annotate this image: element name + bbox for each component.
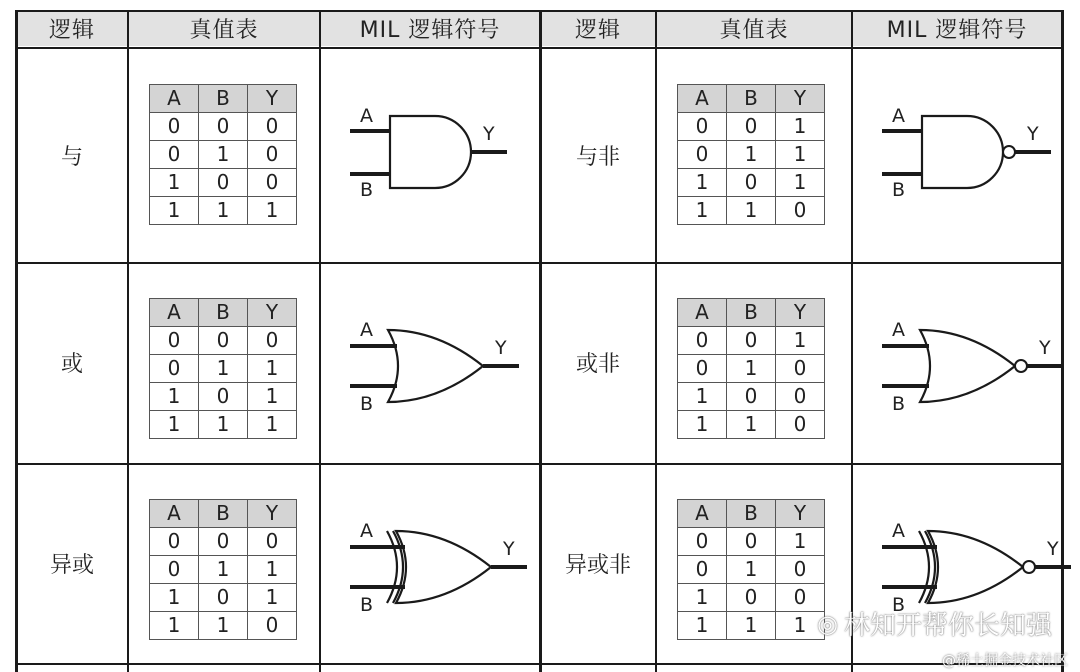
nand-gate-symbol	[882, 96, 1072, 206]
logic-name: 异或	[49, 552, 94, 578]
truth-table-cell: 0	[248, 612, 297, 640]
truth-table-cell: 0	[150, 327, 199, 355]
truth-table-header-cell: Y	[248, 85, 297, 113]
truth-table	[677, 499, 825, 640]
truth-table-header-cell: B	[727, 500, 776, 528]
truth-table-cell: 0	[248, 528, 297, 556]
truth-table-header-cell: A	[678, 500, 727, 528]
column-header: MIL 逻辑符号	[852, 10, 1062, 46]
and-gate-symbol	[350, 96, 540, 206]
label-a: A	[360, 105, 373, 127]
truth-table-cell: 1	[199, 355, 248, 383]
grid-hline	[16, 463, 1062, 465]
truth-table-row	[150, 383, 297, 411]
nor-gate-symbol	[882, 310, 1072, 420]
watermark-footer: @稀土掘金技术社区	[942, 653, 1068, 669]
and-gate	[350, 96, 540, 210]
grid-vline	[851, 10, 853, 672]
truth-table-row	[150, 556, 297, 584]
label-y: Y	[483, 123, 495, 145]
truth-table-cell: 0	[199, 327, 248, 355]
truth-table-cell: 0	[727, 169, 776, 197]
truth-table-cell: 1	[150, 383, 199, 411]
label-b: B	[892, 179, 906, 201]
gate-body	[920, 330, 1015, 402]
label-a: A	[892, 520, 905, 542]
truth-table-cell: 1	[727, 141, 776, 169]
truth-table-cell: 0	[727, 113, 776, 141]
truth-table	[149, 499, 297, 640]
grid-vline	[319, 10, 321, 672]
truth-table-cell: 1	[199, 612, 248, 640]
truth-table-cell: 0	[776, 556, 825, 584]
logic-name: 或	[60, 352, 83, 377]
truth-table-row	[678, 383, 825, 411]
truth-table-cell: 1	[727, 411, 776, 439]
gate-body	[388, 330, 483, 402]
truth-table-cell: 0	[199, 528, 248, 556]
truth-table-cell: 1	[727, 197, 776, 225]
truth-table-cell: 1	[727, 355, 776, 383]
truth-table-cell: 0	[199, 383, 248, 411]
truth-table-cell: 1	[776, 113, 825, 141]
truth-table-cell: 1	[199, 556, 248, 584]
truth-table-header-cell: B	[727, 299, 776, 327]
truth-table-cell: 0	[776, 197, 825, 225]
truth-table-row	[678, 556, 825, 584]
truth-table-row	[678, 141, 825, 169]
truth-table-cell: 1	[776, 141, 825, 169]
truth-table-cell: 0	[150, 113, 199, 141]
truth-table-cell: 0	[150, 528, 199, 556]
truth-table-cell: 0	[678, 113, 727, 141]
truth-table-header-cell: B	[727, 85, 776, 113]
xor-extra-arc	[919, 531, 929, 603]
truth-table-cell: 0	[727, 383, 776, 411]
truth-table-row	[678, 612, 825, 640]
column-header: 真值表	[656, 10, 852, 46]
truth-table-cell: 1	[150, 411, 199, 439]
truth-table	[677, 84, 825, 225]
column-header: 逻辑	[540, 10, 656, 46]
gate-body	[928, 531, 1023, 603]
logic-name: 与非	[575, 144, 620, 170]
truth-table-row	[150, 169, 297, 197]
truth-table-cell: 0	[150, 355, 199, 383]
truth-table-cell: 0	[248, 169, 297, 197]
truth-table-row	[150, 584, 297, 612]
truth-table-row	[150, 327, 297, 355]
or-gate-symbol	[350, 310, 540, 420]
label-b: B	[360, 393, 374, 415]
truth-table	[677, 298, 825, 439]
truth-table-cell: 1	[248, 197, 297, 225]
label-y: Y	[1027, 123, 1039, 145]
truth-table-cell: 1	[199, 141, 248, 169]
inverter-bubble	[1015, 360, 1027, 372]
truth-table-header-row	[678, 299, 825, 327]
truth-table-cell: 1	[678, 612, 727, 640]
grid-hline	[16, 47, 1062, 49]
truth-table-row	[150, 197, 297, 225]
watermark-text: 林知开帮你长知强	[843, 611, 1052, 641]
truth-table-header-cell: B	[199, 85, 248, 113]
gate-body	[396, 531, 491, 603]
truth-table-cell: 0	[678, 355, 727, 383]
truth-table-cell: 1	[248, 556, 297, 584]
truth-table-cell: 0	[199, 169, 248, 197]
nor-gate	[882, 310, 1072, 424]
label-y: Y	[1047, 538, 1059, 560]
truth-table-header-row	[150, 85, 297, 113]
truth-table-cell: 1	[248, 355, 297, 383]
column-header: MIL 逻辑符号	[320, 10, 540, 46]
truth-table-header-cell: A	[150, 299, 199, 327]
truth-table-header-cell: Y	[776, 299, 825, 327]
label-y: Y	[495, 337, 507, 359]
truth-table-row	[150, 355, 297, 383]
label-y: Y	[503, 538, 515, 560]
truth-table-cell: 0	[150, 141, 199, 169]
truth-table-cell: 0	[199, 584, 248, 612]
truth-table-row	[678, 327, 825, 355]
label-a: A	[360, 520, 373, 542]
label-b: B	[360, 594, 374, 616]
truth-table-header-cell: Y	[248, 299, 297, 327]
truth-table-row	[150, 411, 297, 439]
truth-table-row	[678, 197, 825, 225]
truth-table-cell: 0	[678, 528, 727, 556]
truth-table-cell: 1	[776, 169, 825, 197]
truth-table-header-row	[150, 500, 297, 528]
truth-table-header-cell: A	[150, 85, 199, 113]
truth-table-cell: 1	[150, 584, 199, 612]
truth-table-cell: 0	[678, 556, 727, 584]
truth-table-row	[678, 113, 825, 141]
truth-table	[149, 298, 297, 439]
truth-table-row	[678, 584, 825, 612]
truth-table-cell: 1	[248, 411, 297, 439]
truth-table-cell: 0	[776, 411, 825, 439]
truth-table-cell: 0	[678, 327, 727, 355]
truth-table-row	[678, 411, 825, 439]
truth-table-header-row	[678, 500, 825, 528]
truth-table-cell: 0	[678, 141, 727, 169]
truth-table-cell: 1	[150, 612, 199, 640]
truth-table-row	[150, 141, 297, 169]
truth-table-cell: 0	[150, 556, 199, 584]
truth-table-cell: 0	[248, 113, 297, 141]
truth-table-cell: 1	[776, 528, 825, 556]
truth-table	[149, 84, 297, 225]
truth-table-cell: 0	[199, 113, 248, 141]
truth-table-header-cell: B	[199, 299, 248, 327]
label-b: B	[892, 393, 906, 415]
logic-name: 异或非	[564, 552, 631, 578]
truth-table-cell: 1	[150, 169, 199, 197]
truth-table-header-row	[150, 299, 297, 327]
truth-table-cell: 0	[727, 528, 776, 556]
gate-body	[390, 116, 471, 188]
truth-table-cell: 1	[776, 612, 825, 640]
truth-table-header-row	[678, 85, 825, 113]
xor-extra-arc	[387, 531, 397, 603]
truth-table-cell: 1	[727, 612, 776, 640]
or-gate	[350, 310, 540, 424]
truth-table-header-cell: A	[150, 500, 199, 528]
truth-table-cell: 1	[678, 197, 727, 225]
xor-gate	[350, 511, 540, 625]
truth-table-cell: 1	[776, 327, 825, 355]
truth-table-header-cell: A	[678, 299, 727, 327]
label-a: A	[892, 105, 905, 127]
truth-table-cell: 1	[727, 556, 776, 584]
truth-table-row	[150, 528, 297, 556]
label-a: A	[892, 319, 905, 341]
nand-gate	[882, 96, 1072, 210]
wechat-icon: ◎	[817, 609, 838, 638]
truth-table-row	[150, 612, 297, 640]
truth-table-cell: 1	[248, 383, 297, 411]
truth-table-cell: 0	[727, 584, 776, 612]
truth-table-cell: 1	[199, 411, 248, 439]
xor-gate-symbol	[350, 511, 540, 621]
gate-body	[922, 116, 1003, 188]
truth-table-cell: 1	[678, 169, 727, 197]
truth-table-cell: 0	[776, 584, 825, 612]
label-b: B	[892, 594, 906, 616]
truth-table-cell: 1	[678, 584, 727, 612]
column-header: 逻辑	[16, 10, 128, 46]
truth-table-cell: 1	[678, 383, 727, 411]
truth-table-cell: 1	[150, 197, 199, 225]
truth-table-header-cell: A	[678, 85, 727, 113]
logic-name: 或非	[575, 352, 620, 377]
truth-table-cell: 0	[776, 383, 825, 411]
truth-table-cell: 0	[248, 141, 297, 169]
column-header: 真值表	[128, 10, 320, 46]
label-a: A	[360, 319, 373, 341]
logic-name: 与	[60, 144, 83, 170]
inverter-bubble	[1003, 146, 1015, 158]
label-y: Y	[1039, 337, 1051, 359]
truth-table-cell: 0	[776, 355, 825, 383]
inverter-bubble	[1023, 561, 1035, 573]
truth-table-cell: 1	[678, 411, 727, 439]
truth-table-row	[678, 528, 825, 556]
truth-table-cell: 0	[248, 327, 297, 355]
truth-table-cell: 1	[199, 197, 248, 225]
label-b: B	[360, 179, 374, 201]
truth-table-cell: 1	[248, 584, 297, 612]
truth-table-header-cell: B	[199, 500, 248, 528]
truth-table-cell: 0	[727, 327, 776, 355]
truth-table-header-cell: Y	[776, 500, 825, 528]
truth-table-header-cell: Y	[248, 500, 297, 528]
truth-table-row	[150, 113, 297, 141]
truth-table-row	[678, 169, 825, 197]
watermark	[817, 605, 1052, 642]
truth-table-header-cell: Y	[776, 85, 825, 113]
grid-hline	[16, 663, 1062, 665]
grid-hline	[16, 262, 1062, 264]
truth-table-row	[678, 355, 825, 383]
grid-hline	[16, 10, 1062, 12]
